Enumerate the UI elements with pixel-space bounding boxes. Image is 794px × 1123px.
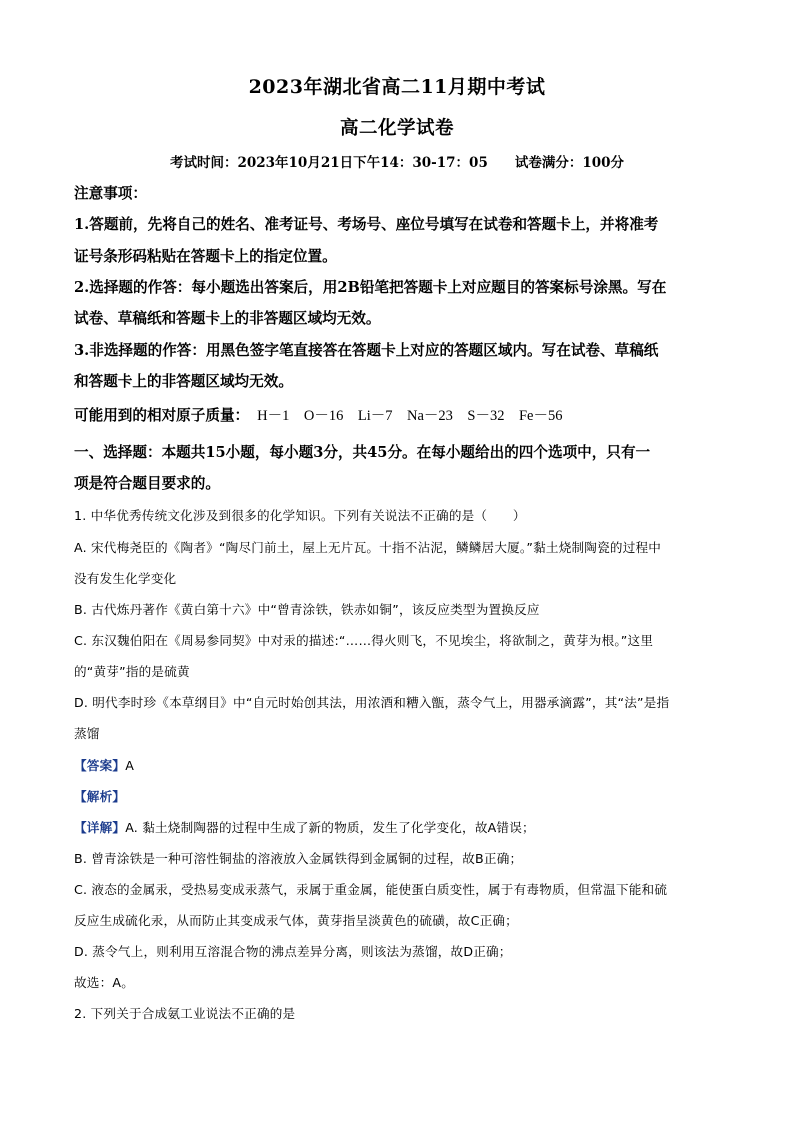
detail-conclusion: 故选：A。 (74, 975, 134, 990)
exam-info: 考试时间：2023年10月21日下午14：30-17：05 试卷满分：100分 (169, 155, 625, 171)
section-heading: 项是符合题目要求的。 (74, 475, 220, 492)
question-1-option-c-cont: 的“黄芽”指的是硫黄 (74, 664, 190, 679)
question-1-option-d: D. 明代李时珍《本草纲目》中“自元时始创其法，用浓酒和糟入甑，蒸令气上，用器承滴露”，其“法”是指 (74, 695, 670, 710)
atomic-mass-row (74, 404, 734, 425)
question-1-option-a-cont: 没有发生化学变化 (74, 571, 177, 586)
notice-line: 和答题卡上的非答题区域均无效。 (74, 373, 293, 390)
detail-line: D. 蒸令气上，则利用互溶混合物的沸点差异分离，则该法为蒸馏，故D正确； (74, 944, 512, 959)
detail-line: C. 液态的金属汞，受热易变成汞蒸气，汞属于重金属，能使蛋白质变性，属于有毒物质，但常温下能和硫 (74, 882, 668, 897)
notice-heading: 注意事项： (74, 185, 147, 202)
question-2-stem: 2. 下列关于合成氨工业说法不正确的是 (74, 1006, 296, 1021)
detail-line: B. 曾青涂铁是一种可溶性铜盐的溶液放入金属铁得到金属铜的过程，故B正确； (74, 851, 523, 866)
atomic-mass-values: H－1 O－16 Li－7 Na－23 S－32 Fe－56 (257, 408, 563, 424)
answer-tag: 【答案】 (74, 758, 126, 773)
question-1-option-c: C. 东汉魏伯阳在《周易参同契》中对汞的描述:“……得火则飞，不见埃尘，将欲制之，黄芽为根。”这里 (74, 633, 654, 648)
question-1-option-d-cont: 蒸馏 (74, 726, 100, 741)
detail-line: 反应生成硫化汞，从而防止其变成汞气体，黄芽指呈淡黄色的硫磺，故C正确； (74, 913, 518, 928)
analysis-row (74, 786, 734, 805)
answer-value: A (125, 758, 135, 773)
subject-title: 高二化学试卷 (339, 118, 454, 139)
notice-line: 3.非选择题的作答：用黑色签字笔直接答在答题卡上对应的答题区域内。写在试卷、草稿纸 (74, 342, 659, 359)
section-heading: 一、选择题：本题共15小题，每小题3分，共45分。在每小题给出的四个选项中，只有一 (74, 444, 651, 461)
notice-line: 试卷、草稿纸和答题卡上的非答题区域均无效。 (74, 310, 381, 327)
notice-line: 证号条形码粘贴在答题卡上的指定位置。 (74, 248, 337, 265)
analysis-tag: 【解析】 (74, 789, 126, 804)
detail-line: A. 黏土烧制陶器的过程中生成了新的物质，发生了化学变化，故A错误； (125, 820, 535, 835)
question-1-option-a: A. 宋代梅尧臣的《陶者》“陶尽门前土，屋上无片瓦。十指不沾泥，鳞鳞居大厦。”黏土烧制陶瓷的过程中 (74, 540, 662, 555)
atomic-mass-label: 可能用到的相对原子质量： (74, 407, 250, 424)
question-1-option-b: B. 古代炼丹著作《黄白第十六》中“曾青涂铁，铁赤如铜”，该反应类型为置换反应 (74, 602, 540, 617)
notice-line: 2.选择题的作答：每小题选出答案后，用2B铅笔把答题卡上对应题目的答案标号涂黑。写在 (74, 279, 667, 296)
detail-tag: 【详解】 (74, 820, 126, 835)
detail-row (74, 817, 734, 836)
answer-row (74, 755, 734, 774)
notice-line: 1.答题前，先将自己的姓名、准考证号、考场号、座位号填写在试卷和答题卡上，并将准考 (74, 216, 659, 233)
question-1-stem: 1. 中华优秀传统文化涉及到很多的化学知识。下列有关说法不正确的是（ ） (74, 508, 526, 523)
exam-title: 2023年湖北省高二11月期中考试 (248, 76, 546, 98)
